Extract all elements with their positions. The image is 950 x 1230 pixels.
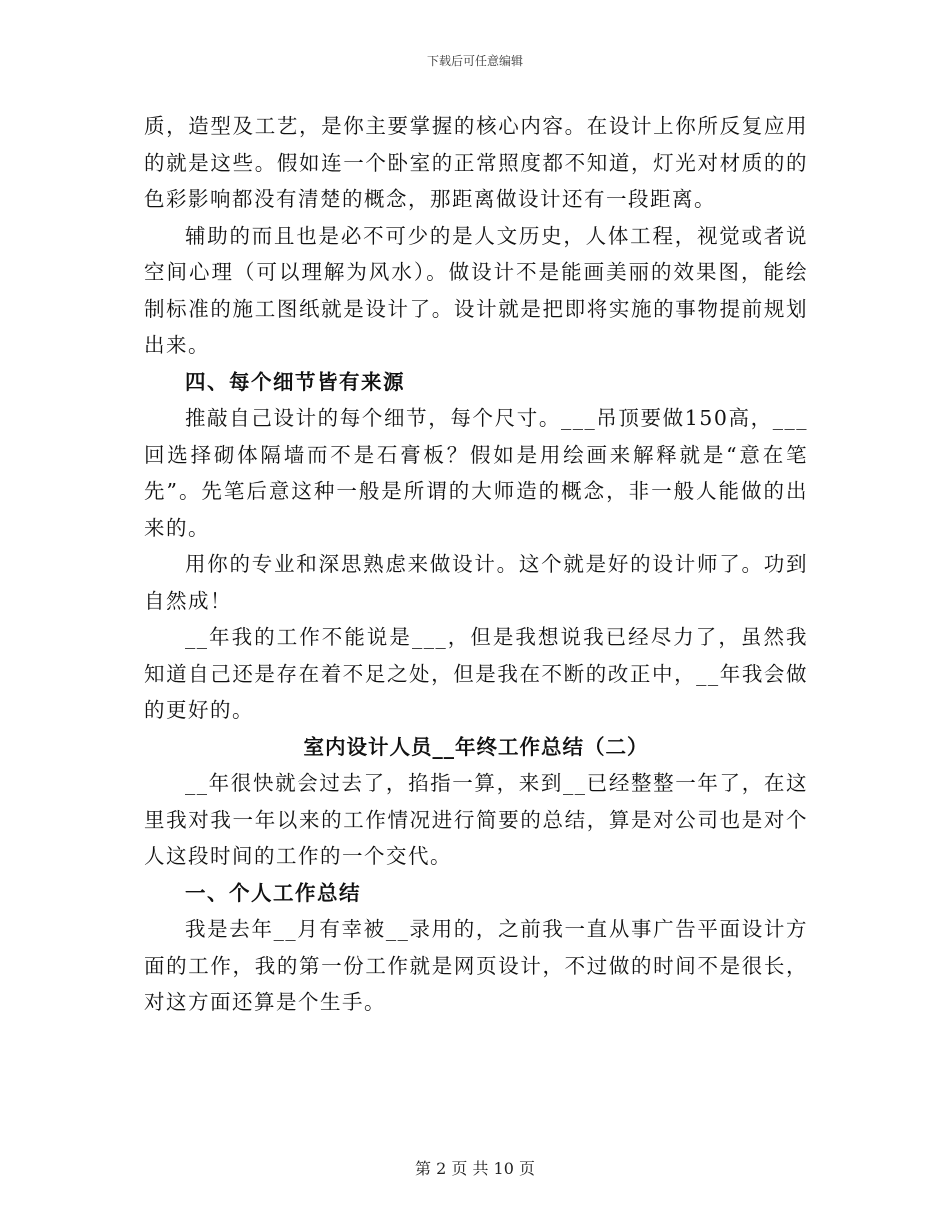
heading-personal-summary: 一、个人工作总结 [185,880,361,905]
paragraph-humanities: 辅助的而且也是必不可少的是人文历史，人体工程，视觉或者说空间心理（可以理解为风水）。做设计不是能画美丽的效果图，能绘制标准的施工图纸就是设计了。设计就是把即将实施的事物提前规划出来。 [144,223,808,357]
paragraph-materials: 质，造型及工艺，是你主要掌握的核心内容。在设计上你所反复应用的就是这些。假如连一个卧室的正常照度都不知道，灯光对材质的的色彩影响都没有清楚的概念，那距离做设计还有一段距离。 [144,114,808,211]
paragraph-year-review: __年我的工作不能说是___，但是我想说我已经尽力了，虽然我知道自己还是存在着不足之处，但是我在不断的改正中，__年我会做的更好的。 [144,625,808,722]
document-body [144,108,808,1021]
paragraph-details: 推敲自己设计的每个细节，每个尺寸。___吊顶要做150高，___回选择砌体隔墙而不是石膏板？假如是用绘画来解释就是“意在笔先”。先笔后意这种一般是所谓的大师造的概念，非一般人能做的出来的。 [144,406,808,540]
heading-details-source: 四、每个细节皆有来源 [185,369,405,394]
paragraph-professional: 用你的专业和深思熟虑来做设计。这个就是好的设计师了。功到自然成！ [144,552,808,613]
section-title: 室内设计人员__年终工作总结（二） [303,734,649,759]
paragraph-personal: 我是去年__月有幸被__录用的，之前我一直从事广告平面设计方面的工作，我的第一份工作就是网页设计，不过做的时间不是很长，对这方面还算是个生手。 [144,917,808,1014]
page-header: 下载后可任意编辑 [426,54,523,68]
paragraph-intro: __年很快就会过去了，掐指一算，来到__已经整整一年了，在这里我对我一年以来的工作情况进行简要的总结，算是对公司也是对个人这段时间的工作的一个交代。 [144,771,808,868]
page-footer: 第 2 页 共 10 页 [415,1159,535,1178]
